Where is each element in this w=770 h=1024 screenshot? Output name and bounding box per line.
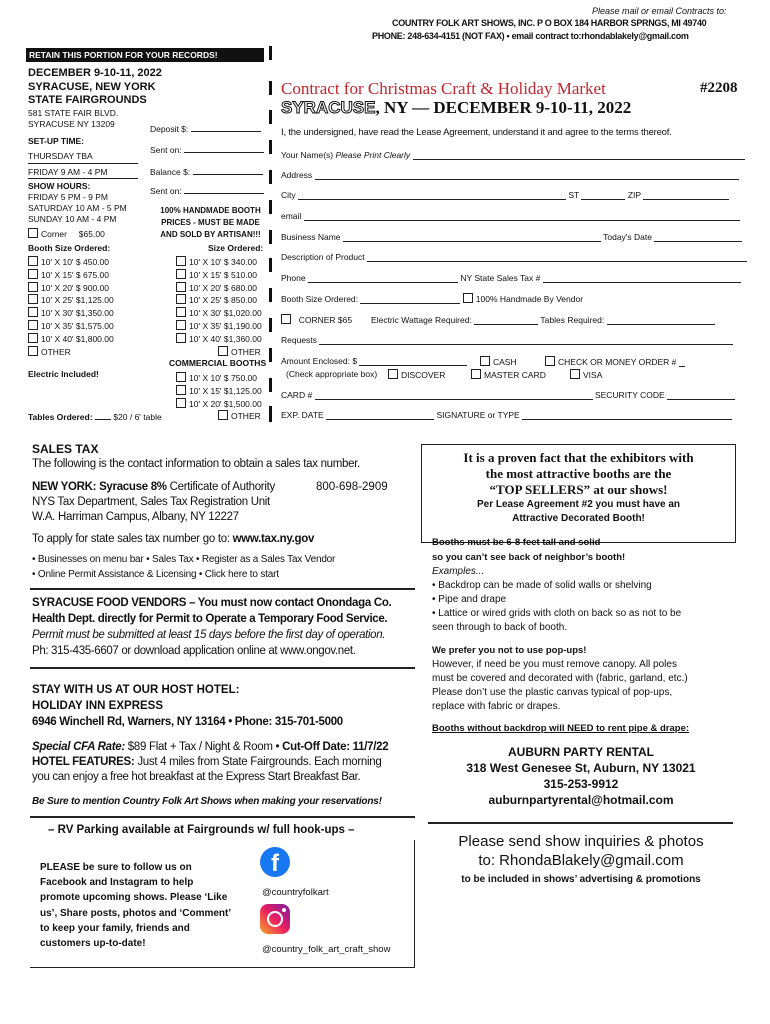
left-size-checkbox[interactable] [28, 294, 38, 304]
inquiries-2: to: RhondaBlakely@gmail.com [478, 852, 684, 869]
phone-input[interactable] [308, 282, 458, 283]
com-size-1 [176, 372, 257, 383]
social-text-1: PLEASE be sure to follow us on [40, 862, 192, 873]
left-size-label: 10' X 10' $ 450.00 [41, 257, 109, 267]
left-dates: DECEMBER 9-10-11, 2022 [28, 67, 162, 79]
name-input[interactable] [413, 159, 745, 160]
hm-size-2 [176, 269, 257, 280]
hm-size-label: 10' X 25' $ 850.00 [189, 295, 257, 306]
tax-steps-1: • Businesses on menu bar • Sales Tax • Register as a Sales Tax Vendor [32, 554, 336, 565]
exp-input[interactable] [326, 419, 434, 420]
left-size-4 [28, 294, 114, 305]
left-size-label: 10' X 35' $1,575.00 [41, 321, 114, 331]
hours-2: SATURDAY 10 AM - 5 PM [28, 203, 127, 213]
rental-email: auburnpartyrental@hotmail.com [488, 793, 674, 807]
proven-2: the most attractive booths are the [485, 466, 672, 481]
popups-2: must be covered and decorated with (fabric, garland, etc.) [432, 673, 688, 684]
left-size-1 [28, 256, 109, 267]
booth-size-field: Booth Size Ordered: 100% Handmade By Vendor [281, 294, 584, 304]
hotel-heading-1: STAY WITH US AT OUR HOST HOTEL: [32, 684, 240, 696]
left-size-checkbox[interactable] [28, 320, 38, 330]
hm-size-label: 10' X 35' $1,190.00 [189, 321, 262, 331]
contract-title: Contract for Christmas Craft & Holiday Market [281, 79, 606, 98]
hotel-mention: Be Sure to mention Country Folk Art Shows when making your reservations! [32, 796, 382, 807]
left-size-checkbox[interactable] [28, 269, 38, 279]
setup-label: SET-UP TIME: [28, 136, 85, 146]
zip-input[interactable] [643, 199, 729, 200]
hm-size-label: 10' X 15' $ 510.00 [189, 269, 257, 280]
st-input[interactable] [581, 199, 625, 200]
hm-size-label: 10' X 40' $1,360.00 [189, 333, 262, 344]
com-size-label: 10' X 15' $1,125.00 [189, 385, 262, 396]
requests-field: Requests [281, 335, 733, 345]
ny-tax-rate: NEW YORK: Syracuse 8% Certificate of Authority [32, 481, 275, 493]
hm-size-label: 10' X 10' $ 340.00 [189, 257, 257, 267]
visa-checkbox[interactable] [570, 369, 580, 379]
social-text-4: us’, Share posts, photos and ‘Comment’ [40, 907, 232, 919]
handmade-2: PRICES - MUST BE MADE [161, 218, 260, 227]
corner-option: Corner $65.00 [28, 228, 105, 239]
food-line-3: Permit must be submitted at least 15 days before the first day of operation. [32, 629, 386, 641]
hm-size-6 [176, 320, 262, 331]
sales-tax-intro: The following is the contact information to obtain a sales tax number. [32, 458, 361, 470]
lease-2: Attractive Decorated Booth! [512, 513, 645, 524]
corner-field: CORNER $65 Electric Wattage Required: Tables Required: [281, 314, 715, 325]
left-size-label: 10' X 30' $1,350.00 [41, 308, 114, 319]
com-size-3 [176, 398, 262, 409]
tax-input[interactable] [543, 282, 741, 283]
social-text-6: customers up-to-date! [40, 938, 146, 949]
sent-on-2: Sent on: [150, 186, 264, 196]
wattage-input[interactable] [474, 324, 538, 325]
com-size-checkbox[interactable] [176, 398, 186, 408]
instagram-handle[interactable]: @country_folk_art_craft_show [262, 944, 391, 955]
food-line-2: Health Dept. directly for Permit to Operate a Temporary Food Service. [32, 613, 388, 625]
card-field: CARD # SECURITY CODE [281, 390, 735, 400]
handmade-1: 100% HANDMADE BOOTH [160, 206, 261, 215]
backdrop-bullet-4: seen through to back of booth. [432, 622, 568, 633]
tax-dept: NYS Tax Department, Sales Tax Registration Unit [32, 496, 270, 508]
handmade-3: AND SOLD BY ARTISAN!!! [160, 230, 261, 239]
backdrop-heading: Booths must be 6-8 feet tall and solid [432, 537, 601, 548]
tables-ordered-input[interactable] [95, 419, 111, 420]
business-input[interactable] [343, 241, 601, 242]
com-size-label: 10' X 20' $1,500.00 [189, 398, 262, 409]
size-ordered-label: Size Ordered: [208, 243, 264, 253]
visa-option: VISA [570, 369, 602, 380]
left-other-checkbox[interactable] [28, 346, 38, 356]
hm-size-checkbox[interactable] [176, 294, 186, 304]
rv-parking: – RV Parking available at Fairgrounds w/ full hook-ups – [48, 824, 355, 836]
com-size-2 [176, 385, 262, 396]
instagram-icon[interactable] [260, 904, 290, 934]
left-size-checkbox[interactable] [28, 333, 38, 343]
discover-checkbox[interactable] [388, 369, 398, 379]
deposit-input[interactable] [191, 131, 261, 132]
card-input[interactable] [315, 399, 593, 400]
hours-3: SUNDAY 10 AM - 4 PM [28, 214, 117, 224]
commercial-label: COMMERCIAL BOOTHS [169, 358, 267, 368]
com-size-checkbox[interactable] [176, 385, 186, 395]
backdrop-heading-2: so you can’t see back of neighbor’s booth! [432, 552, 626, 563]
sales-tax-heading: SALES TAX [32, 442, 99, 456]
rental-phone: 315-253-9912 [543, 777, 619, 791]
social-text-5: to keep your family, friends and [40, 922, 190, 934]
tables-input[interactable] [607, 324, 715, 325]
amount-field: Amount Enclosed: $ [281, 356, 467, 366]
hm-size-label: 10' X 20' $ 680.00 [189, 282, 257, 293]
included-note: to be included in shows’ advertising & promotions [461, 874, 701, 885]
com-other: OTHER [218, 410, 261, 421]
requests-input[interactable] [319, 344, 733, 345]
left-venue: STATE FAIRGROUNDS [28, 94, 147, 106]
tax-steps-2: • Online Permit Assistance & Licensing • Click here to start [32, 569, 279, 580]
social-text-3: promote upcoming shows. Please ‘Like [40, 892, 228, 904]
left-size-checkbox[interactable] [28, 282, 38, 292]
left-size-5 [28, 307, 114, 318]
food-line-1: SYRACUSE FOOD VENDORS – You must now contact Onondaga Co. [32, 597, 392, 609]
hm-size-checkbox[interactable] [176, 307, 186, 317]
booth-size-label: Booth Size Ordered: [28, 243, 111, 253]
check-checkbox[interactable] [545, 356, 555, 366]
hm-size-checkbox[interactable] [176, 333, 186, 343]
rental-name: AUBURN PARTY RENTAL [508, 745, 654, 759]
mastercard-checkbox[interactable] [471, 369, 481, 379]
hotel-address: 6946 Winchell Rd, Warners, NY 13164 • Phone: 315-701-5000 [32, 716, 343, 728]
left-size-label: 10' X 20' $ 900.00 [41, 282, 109, 293]
security-input[interactable] [667, 399, 735, 400]
rental-address: 318 West Genesee St, Auburn, NY 13021 [466, 761, 696, 775]
left-size-label: 10' X 40' $1,800.00 [41, 333, 114, 344]
tax-apply: To apply for state sales tax number go to: www.tax.ny.gov [32, 533, 315, 545]
retain-banner: RETAIN THIS PORTION FOR YOUR RECORDS! [26, 48, 264, 62]
agree-statement: I, the undersigned, have read the Lease Agreement, understand it and agree to the terms thereof. [281, 127, 672, 138]
facebook-handle[interactable]: @countryfolkart [262, 887, 329, 898]
cash-checkbox[interactable] [480, 356, 490, 366]
sent-on-2-input[interactable] [184, 193, 264, 194]
email-input[interactable] [304, 220, 740, 221]
city-field: City ST ZIP [281, 190, 729, 200]
tables-ordered: Tables Ordered: $20 / 6' table [28, 412, 162, 422]
proven-1: It is a proven fact that the exhibitors with [463, 450, 694, 465]
mastercard-option: MASTER CARD [471, 369, 546, 380]
hm-size-checkbox[interactable] [176, 256, 186, 266]
without-backdrop: Booths without backdrop will NEED to rent pipe & drape: [432, 723, 690, 734]
product-input[interactable] [367, 261, 747, 262]
signature-input[interactable] [522, 419, 732, 420]
backdrop-bullet-3: • Lattice or wired grids with cloth on back so as not to be [432, 608, 682, 619]
contract-subtitle: SYRACUSE, NY — DECEMBER 9-10-11, 2022 [281, 98, 632, 117]
discover-option: DISCOVER [388, 369, 445, 380]
address-input[interactable] [315, 179, 739, 180]
left-city: SYRACUSE, NEW YORK [28, 81, 156, 93]
exp-field: EXP. DATE SIGNATURE or TYPE [281, 410, 732, 420]
left-size-3 [28, 282, 109, 293]
phone-field: Phone NY State Sales Tax # [281, 273, 741, 283]
left-size-7 [28, 333, 114, 344]
amount-input[interactable] [359, 365, 467, 366]
company-phone: PHONE: 248-634-4151 (NOT FAX) • email contract to:rhondablakely@gmail.com [372, 31, 689, 41]
balance: Balance $: [150, 167, 263, 177]
hotel-heading-2: HOLIDAY INN EXPRESS [32, 700, 164, 712]
hm-size-1 [176, 256, 257, 267]
hotel-features-2: you can enjoy a free hot breakfast at the Express Start Breakfast Bar. [32, 771, 361, 783]
business-field: Business Name Today's Date [281, 232, 742, 242]
address-field: Address [281, 170, 739, 180]
deposit: Deposit $: [150, 124, 261, 134]
popups-3: Please don’t use the plastic canvas typical of pop-ups, [432, 687, 673, 698]
electric-included: Electric Included! [28, 369, 99, 379]
left-address2: SYRACUSE NY 13209 [28, 119, 115, 129]
tax-campus: W.A. Harriman Campus, Albany, NY 12227 [32, 511, 239, 523]
coa-phone: 800-698-2909 [316, 481, 388, 493]
cash-option: CASH [480, 356, 517, 367]
hm-size-checkbox[interactable] [176, 320, 186, 330]
sent-on-input[interactable] [184, 152, 264, 153]
hours-1: FRIDAY 5 PM - 9 PM [28, 192, 108, 202]
popups-1: However, if need be you must remove canopy. All poles [432, 659, 677, 670]
corner-contract-checkbox[interactable] [281, 314, 291, 324]
popups-heading: We prefer you not to use pop-ups! [432, 645, 587, 656]
social-text-2: Facebook and Instagram to help [40, 877, 194, 889]
check-option: CHECK OR MONEY ORDER # [545, 356, 685, 367]
left-size-label: 10' X 15' $ 675.00 [41, 269, 109, 280]
tax-url-link[interactable]: www.tax.ny.gov [232, 533, 315, 545]
popups-4: replace with fabric or drapes. [432, 701, 561, 712]
left-size-6 [28, 320, 114, 331]
left-size-2 [28, 269, 109, 280]
left-size-checkbox[interactable] [28, 307, 38, 317]
mail-note: Please mail or email Contracts to: [592, 6, 727, 16]
hm-size-checkbox[interactable] [176, 282, 186, 292]
food-line-4: Ph: 315-435-6607 or download application online at www.ongov.net. [32, 645, 356, 657]
examples: Examples... [432, 566, 485, 577]
handmade-vendor-checkbox[interactable] [463, 293, 473, 303]
balance-input[interactable] [193, 174, 263, 175]
product-field: Description of Product [281, 252, 747, 262]
hotel-rate: Special CFA Rate: $89 Flat + Tax / Night & Room • Cut-Off Date: 11/7/22 [32, 741, 389, 753]
com-size-label: 10' X 10' $ 750.00 [189, 373, 257, 383]
inquiries-1: Please send show inquiries & photos [458, 833, 704, 850]
left-other: OTHER [28, 346, 71, 357]
hm-size-3 [176, 282, 257, 293]
setup-value: THURSDAY TBA [28, 151, 93, 161]
today-input[interactable] [654, 241, 742, 242]
lease-1: Per Lease Agreement #2 you must have an [476, 499, 681, 510]
hm-size-7 [176, 333, 262, 344]
hotel-features: HOTEL FEATURES: Just 4 miles from State Fairgrounds. Each morning [32, 756, 382, 768]
contract-number: #2208 [700, 80, 738, 96]
hm-size-checkbox[interactable] [176, 269, 186, 279]
facebook-icon[interactable]: f [260, 847, 290, 877]
email-field: email [281, 211, 740, 221]
corner-checkbox[interactable] [28, 228, 38, 238]
proven-3: “TOP SELLERS” at our shows! [489, 482, 668, 497]
check-appropriate: (Check appropriate box) [286, 369, 378, 379]
backdrop-bullet-2: • Pipe and drape [432, 594, 507, 605]
city-input[interactable] [298, 199, 566, 200]
com-size-checkbox[interactable] [176, 372, 186, 382]
hm-other-checkbox[interactable] [218, 346, 228, 356]
hours-label: SHOW HOURS: [28, 181, 91, 191]
booth-size-input[interactable] [360, 303, 460, 304]
hm-size-5 [176, 307, 262, 318]
company-address: COUNTRY FOLK ART SHOWS, INC. P O BOX 184 HARBOR SPRNGS, MI 49740 [392, 18, 707, 28]
sent-on: Sent on: [150, 145, 264, 155]
check-number-input[interactable] [679, 366, 685, 367]
backdrop-bullet-1: • Backdrop can be made of solid walls or shelving [432, 580, 652, 591]
left-size-label: 10' X 25' $1,125.00 [41, 295, 114, 306]
hm-size-4 [176, 294, 257, 305]
hm-other: OTHER [218, 346, 261, 357]
name-field: Your Name(s) Please Print Clearly [281, 150, 745, 160]
left-address1: 581 STATE FAIR BLVD. [28, 108, 119, 118]
hm-size-label: 10' X 30' $1,020.00 [189, 308, 262, 319]
com-other-checkbox[interactable] [218, 410, 228, 420]
friday-setup: FRIDAY 9 AM - 4 PM [28, 167, 108, 177]
left-size-checkbox[interactable] [28, 256, 38, 266]
